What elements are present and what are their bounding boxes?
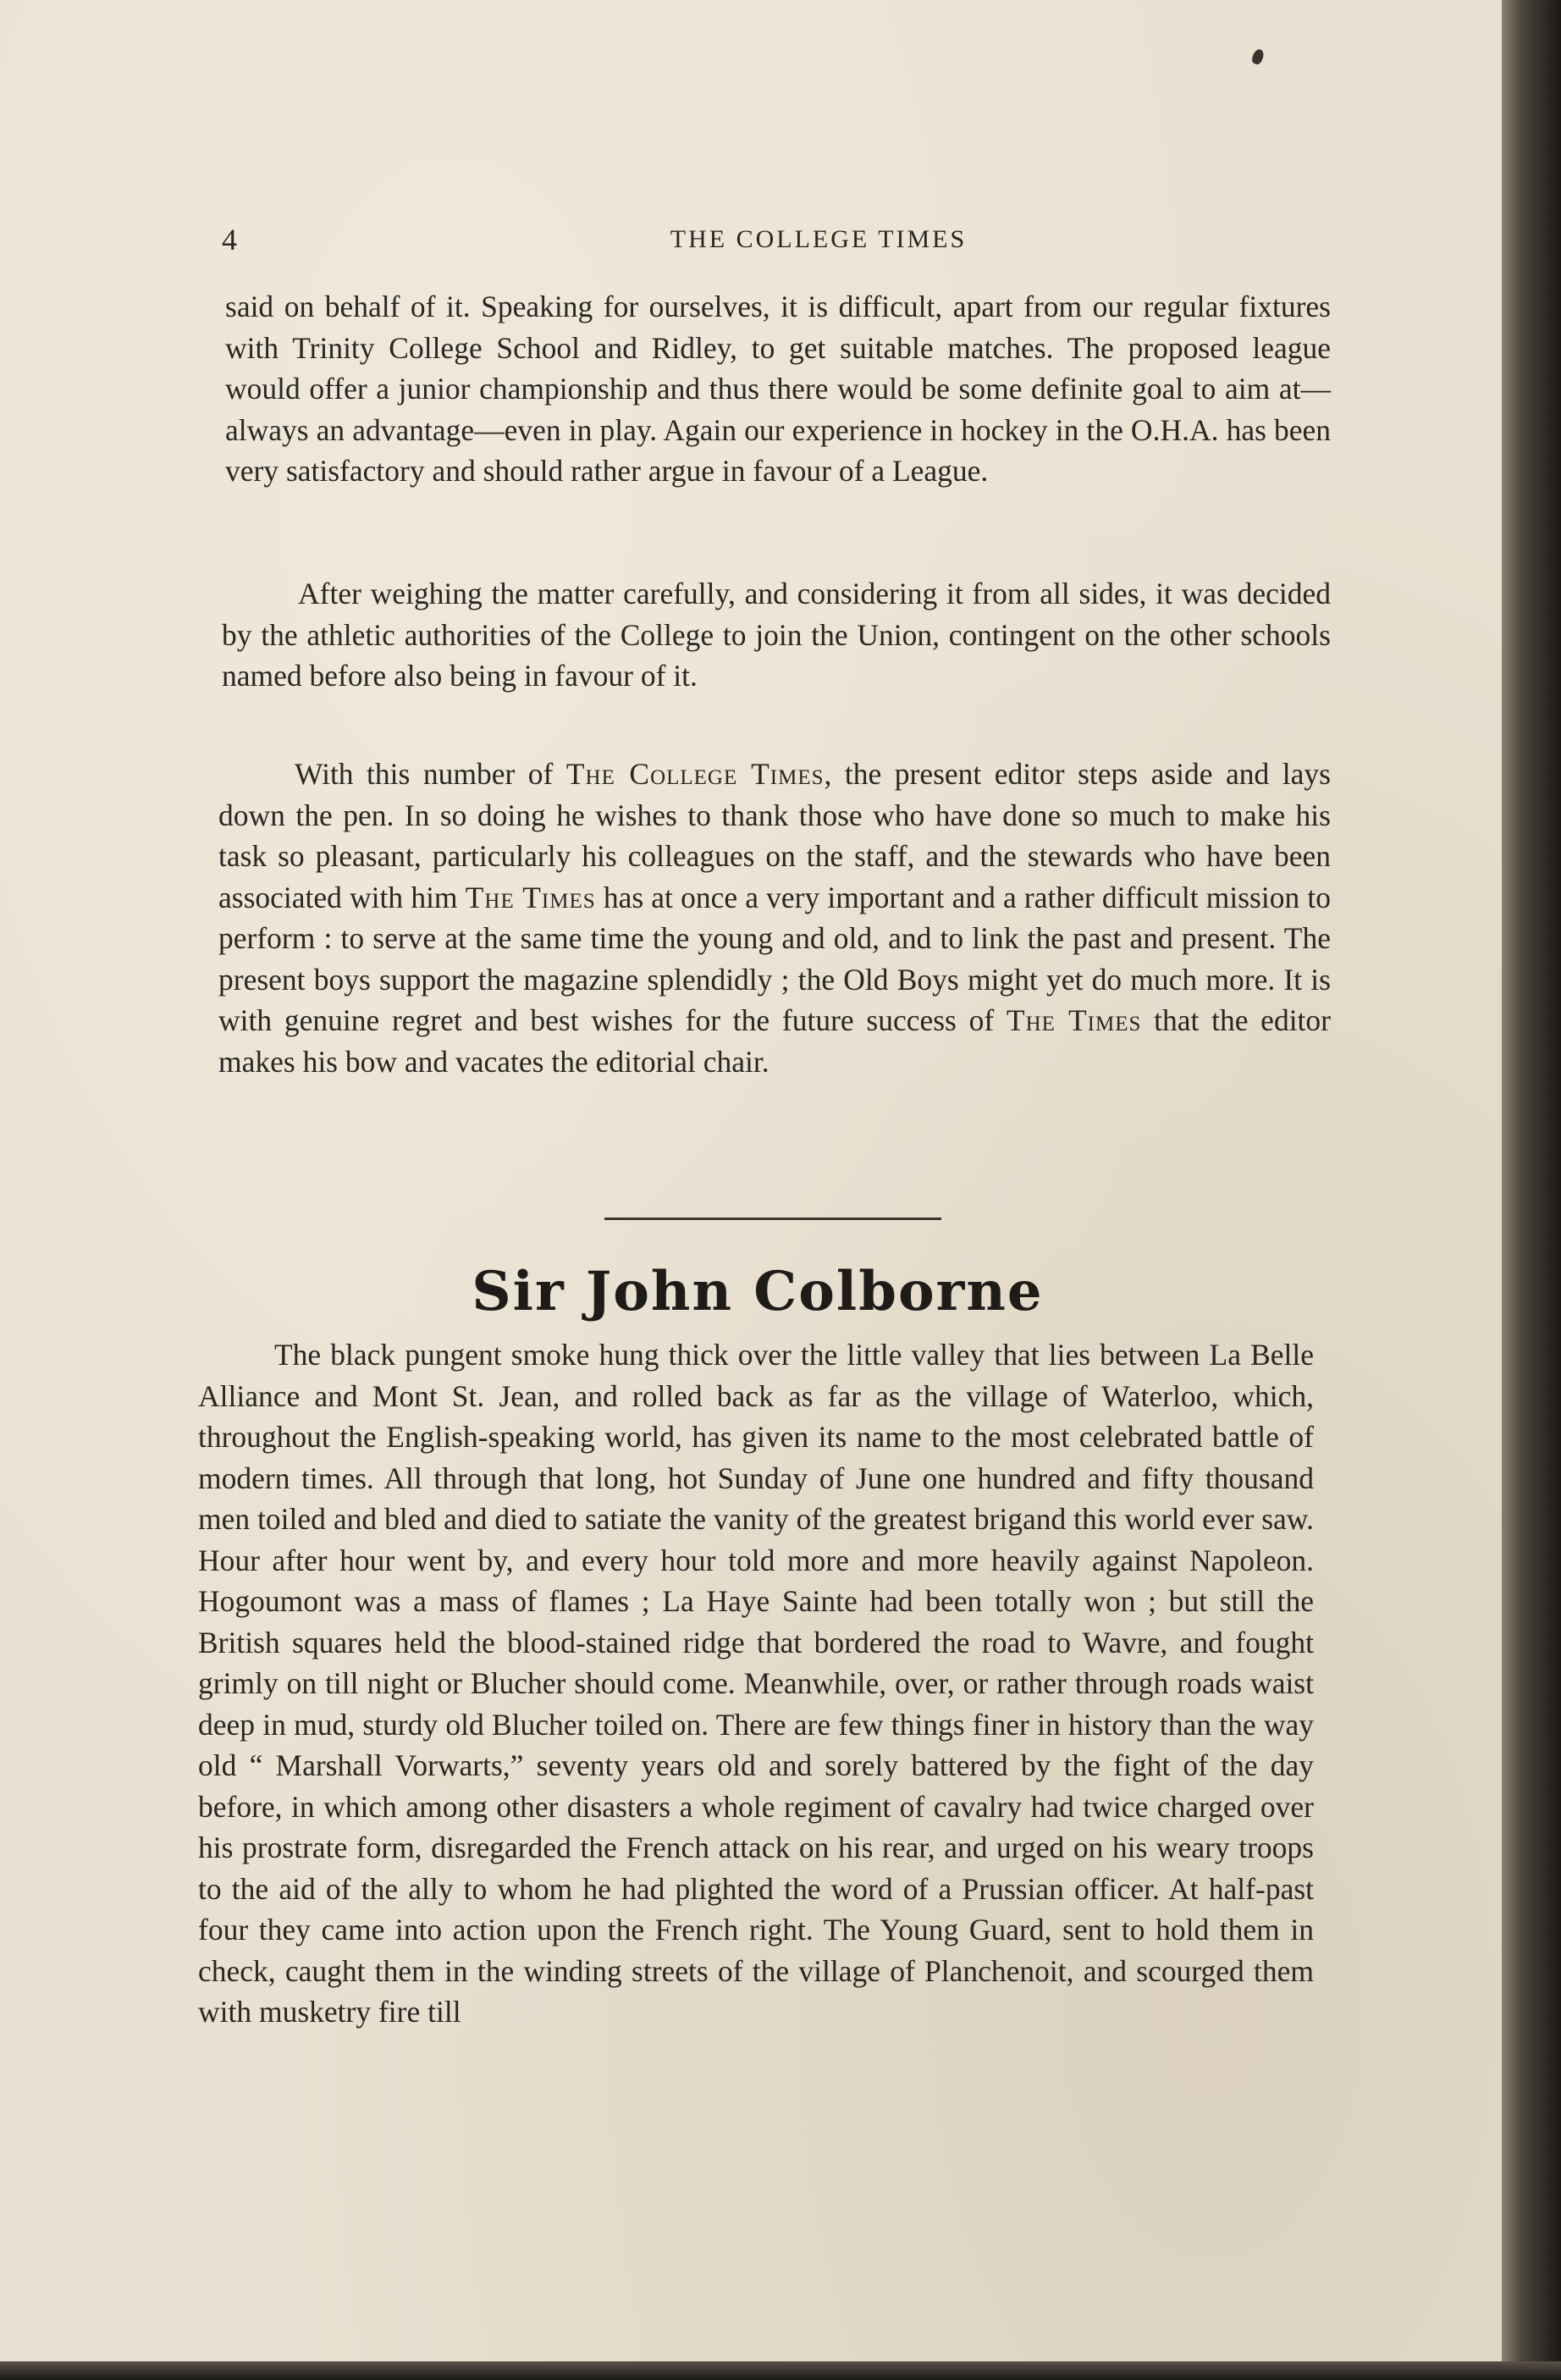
paragraph-text: After weighing the matter carefully, and considering it from all sides, it was decided by the athletic authorities of the College to join the Union, contingent on the other schools named before also being in favour of it. (222, 577, 1331, 693)
small-caps-title: The College Times (565, 757, 825, 791)
ink-speck (1250, 47, 1265, 65)
page-bottom-edge (0, 2361, 1561, 2380)
small-caps-title: The Times (465, 880, 596, 914)
running-head (222, 222, 1331, 256)
paragraph-text: The black pungent smoke hung thick over the little valley that lies between La Belle Alliance and Mont St. Jean, and rolled back as far as the village of Waterloo, which, throughout the English-speaking world, has given its name to the most celebrated battle of modern times. All through that long, hot Sunday of June one hundred and fifty thousand men toiled and bled and died to satiate the vanity of the greatest brigand this world ever saw. Hour after hour went by, and every hour told more and more heavily against Napoleon. Hogoumont was a mass of flames ; La Haye Sainte had been totally won ; but still the British squares held the blood-stained ridge that bordered the road to Wavre, and fought grimly on till night or Blucher should come. Meanwhile, over, or rather through roads waist deep in mud, sturdy old Blucher toiled on. There are few things finer in history than the way old “ Marshall Vorwarts,” seventy years old and sorely battered by the fight of the day before, in which among other disasters a whole regiment of cavalry had twice charged over his prostrate form, disregarded the French attack on his rear, and urged on his weary troops to the aid of the ally to whom he had plighted the word of a Prussian officer. At half-past four they came into action upon the French right. The Young Guard, sent to hold them in check, caught them in the winding streets of the village of Planchenoit, and scourged them with musketry fire till (198, 1338, 1314, 2029)
paragraph-waterloo (198, 1334, 1314, 2033)
paragraph-editor-farewell (218, 754, 1331, 1082)
small-caps-title: The Times (1006, 1003, 1142, 1037)
text-run: has at once a very important and a rather difficult mission to perform : to serve at the same time the young and old, and to link the past and present. The present boys support the magazine splendidly ; the Old Boys might yet do much more. It is with genuine regret and best wishes for the future success of (218, 880, 1331, 1037)
page-number: 4 (222, 223, 237, 257)
text-run: , the present editor steps aside and lays down the pen. In so doing he wishes to thank those who have done so much to make his task so pleasant, particularly his colleagues on the staff, and the stewards who have been associated with him (218, 757, 1331, 914)
section-divider (604, 1218, 941, 1220)
paragraph-text (218, 754, 1331, 1082)
text-run: that the editor makes his bow and vacates the editorial chair. (218, 1003, 1331, 1079)
paragraph-league (225, 286, 1331, 492)
book-gutter (1502, 0, 1561, 2380)
text-run: With this number of (295, 757, 566, 791)
paragraph-decision (222, 573, 1331, 697)
article-title: Sir John Colborne (472, 1260, 1044, 1323)
journal-title: THE COLLEGE TIMES (670, 225, 968, 253)
paragraph-text: said on behalf of it. Speaking for ourselves, it is difficult, apart from our regular fixtures with Trinity College School and Ridley, to get suitable matches. The proposed league would offer a junior championship and thus there would be some definite goal to aim at—always an advantage—even in play. Again our experience in hockey in the O.H.A. has been very satisfactory and should rather argue in favour of a League. (225, 290, 1331, 488)
